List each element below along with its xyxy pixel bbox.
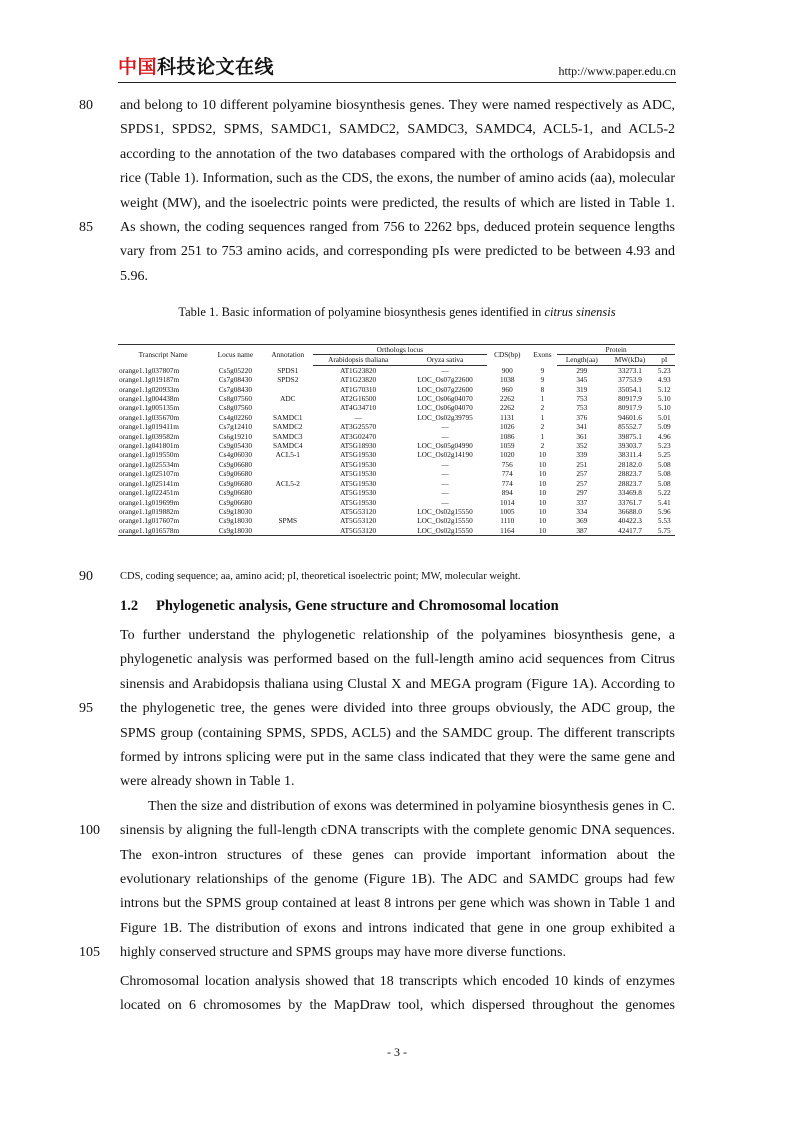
table-cell-locus: Cs4g06030: [218, 450, 252, 460]
table-cell-exons: 10: [538, 497, 547, 507]
table-cell-len: 753: [576, 403, 588, 413]
table-cell-len: 753: [576, 394, 588, 404]
table-cell-exons: 10: [538, 469, 547, 479]
table-cell-exons: 10: [538, 450, 547, 460]
text-line: SPDS1, SPDS2, SPMS, SAMDC1, SAMDC2, SAMDC3, SAMDC4, ACL5-1, and ACL5-2: [120, 122, 675, 138]
table-cell-osa: LOC_Os06g04070: [417, 403, 473, 413]
table-body: [118, 365, 675, 535]
section-number: 1.2: [120, 598, 139, 614]
table-cell-exons: 10: [538, 459, 547, 469]
table-cell-cds: 1026: [499, 422, 515, 432]
table-cell-ann: SPMS: [278, 516, 298, 526]
table-caption: [0, 305, 794, 320]
table-cell-cds: 1131: [500, 412, 515, 422]
line-number: 80: [79, 98, 93, 113]
table-cell-name: orange1.1g019699m: [119, 497, 180, 507]
table-cell-name: orange1.1g019882m: [119, 506, 180, 516]
line-number: 85: [79, 220, 93, 235]
table-cell-osa: —: [441, 478, 449, 488]
text-line: and belong to 10 different polyamine biosynthesis genes. They were named respectively as ADC,: [120, 98, 675, 113]
table-cell-mw: 85552.7: [618, 422, 642, 432]
table-footnote: CDS, coding sequence; aa, amino acid; pI, theoretical isoelectric point; MW, molecular weight.: [120, 571, 521, 582]
table-cell-name: orange1.1g039582m: [119, 431, 180, 441]
text-line: located on 6 chromosomes by the MapDraw tool, which dispersed throughout the genomes: [120, 998, 675, 1014]
table-cell-len: 337: [576, 497, 588, 507]
page-header: [118, 55, 676, 83]
table-cell-ann: SAMDC4: [272, 441, 303, 451]
table-cell-osa: LOC_Os02g14190: [417, 450, 473, 460]
table-cell-ann: [263, 460, 314, 469]
table-cell-osa: —: [441, 422, 449, 432]
journal-logo: [118, 55, 274, 79]
table-cell-name: orange1.1g004438m: [119, 394, 180, 404]
table-cell-cds: 1086: [499, 431, 515, 441]
table-cell-osa: LOC_Os02g15550: [417, 516, 473, 526]
table-cell-ann: ACL5-1: [275, 450, 300, 460]
table-cell-len: 299: [576, 365, 588, 375]
table-cell-osa: LOC_Os07g22600: [417, 384, 473, 394]
col-transcript: Transcript Name: [118, 345, 208, 366]
text-line: SPMS group (containing SPMS, SPDS, ACL5) and the SAMDC group. The different transcripts: [120, 725, 675, 741]
table-cell-cds: 960: [501, 384, 513, 394]
table-cell-mw: 35054.1: [618, 384, 642, 394]
table-cell-ath: AT3G25570: [340, 422, 377, 432]
table-cell-locus: Cs9g18030: [208, 526, 262, 536]
table-cell-exons: 9: [540, 365, 545, 375]
table-cell-pi: 5.23: [657, 441, 671, 451]
table-cell-ath: AT5G19530: [340, 459, 377, 469]
text-line: phylogenetic analysis was performed based on the full-length amino acid sequences from Citrus: [120, 652, 675, 668]
table-row: [118, 375, 675, 384]
table-cell-mw: 33273.1: [618, 365, 642, 375]
table-cell-ath: AT5G19530: [340, 450, 377, 460]
table-cell-ath: AT3G02470: [340, 431, 377, 441]
line-number: 105: [79, 945, 100, 961]
table-cell-cds: 1005: [499, 506, 515, 516]
table-cell-exons: 10: [538, 478, 547, 488]
col-orthologs: Orthologs locus: [313, 345, 487, 355]
line-number: 90: [79, 569, 93, 584]
table-cell-pi: 5.08: [657, 459, 671, 469]
table-row: [118, 413, 675, 422]
table-cell-locus: Cs9g06680: [218, 469, 252, 479]
table-cell-ath: AT1G23820: [340, 365, 377, 375]
table-cell-name: orange1.1g019550m: [119, 450, 180, 460]
table-cell-locus: Cs8g07560: [218, 394, 252, 404]
table-cell-ath: AT1G23820: [340, 375, 377, 385]
col-locus: Locus name: [208, 345, 262, 366]
table-cell-exons: 1: [540, 431, 545, 441]
text-line: formed by introns splicing were put in the same class indicated that they were the same gene and: [120, 750, 675, 765]
table-cell-name: orange1.1g025107m: [119, 469, 180, 479]
col-length: Length(aa): [557, 355, 606, 365]
table-cell-ath: AT5G53120: [340, 506, 377, 516]
text-line: the phylogenetic tree, the genes were divided into three groups obviously, the ADC group, the: [120, 701, 675, 717]
table-cell-name: orange1.1g019187m: [119, 375, 180, 385]
table-cell-locus: Cs6g19210: [218, 431, 252, 441]
table-cell-len: 352: [576, 441, 588, 451]
table-cell-osa: —: [441, 365, 449, 375]
table-cell-pi: 5.01: [657, 412, 671, 422]
table-row: [118, 403, 675, 412]
table-cell-name: orange1.1g035670m: [119, 412, 180, 422]
text-line: Figure 1B. The distribution of exons and introns indicated that gene in one group exhibited a: [120, 920, 675, 936]
table-row: [118, 365, 675, 375]
table-cell-ann: [263, 498, 314, 507]
table-cell-len: 257: [576, 469, 588, 479]
table-row: [118, 516, 675, 525]
text-line: were already shown in Table 1.: [120, 774, 295, 790]
table-cell-exons: 2: [540, 441, 545, 451]
table-cell-exons: 2: [540, 403, 545, 413]
table-cell-osa: —: [441, 497, 449, 507]
table-cell-cds: 1164: [487, 526, 528, 536]
table-cell-osa: LOC_Os02g39795: [417, 412, 473, 422]
table-cell-ath: AT1G70310: [340, 384, 377, 394]
col-oryza: Oryza sativa: [403, 355, 486, 365]
table-cell-mw: 28823.7: [618, 469, 642, 479]
text-line: As shown, the coding sequences ranged from 756 to 2262 bps, deduced protein sequence lengths: [120, 220, 675, 235]
table-row: [118, 432, 675, 441]
table-cell-pi: 5.41: [657, 497, 671, 507]
text-line: highly conserved structure and SPMS groups may have more diverse functions.: [120, 945, 566, 961]
table-cell-osa: LOC_Os06g04070: [417, 394, 473, 404]
table-cell-pi: 5.75: [654, 526, 676, 536]
text-line: introns but the SPMS group contained at least 8 introns per gene which was shown in Table 1 and: [120, 896, 675, 912]
table-cell-ath: AT2G16500: [340, 394, 377, 404]
table-cell-cds: 774: [501, 478, 513, 488]
table-cell-exons: 10: [538, 506, 547, 516]
table-cell-cds: 894: [501, 488, 513, 498]
table-cell-pi: 5.12: [657, 384, 671, 394]
table-cell-mw: 28182.0: [618, 459, 642, 469]
table-cell-len: 297: [576, 488, 588, 498]
table-cell-locus: Cs7g08430: [218, 384, 252, 394]
table-cell-ath: AT5G53120: [313, 526, 403, 536]
table-cell-ath: AT5G19530: [340, 488, 377, 498]
table-row: [118, 460, 675, 469]
text-line: vary from 251 to 753 amino acids, and corresponding pIs were predicted to be between 4.93 and: [120, 244, 675, 260]
table-cell-cds: 1014: [499, 497, 515, 507]
table-row: [118, 385, 675, 394]
table-row: [118, 526, 675, 536]
text-line: To further understand the phylogenetic relationship of the polyamines biosynthesis gene, a: [120, 628, 675, 643]
table-cell-locus: Cs4g02260: [218, 412, 252, 422]
text-line: sinensis by aligning the full-length cDNA transcripts with the complete genomic DNA sequences.: [120, 823, 675, 839]
table-cell-mw: 33469.8: [618, 488, 642, 498]
text-line: rice (Table 1). Information, such as the CDS, the exons, the number of amino acids (aa), molecular: [120, 171, 675, 187]
table-cell-len: 257: [576, 478, 588, 488]
table-cell-locus: Cs5g05220: [218, 365, 252, 375]
table-cell-locus: Cs9g18030: [218, 506, 252, 516]
table-cell-ann: [263, 469, 314, 478]
table-cell-pi: 5.22: [657, 488, 671, 498]
table-cell-pi: 5.10: [657, 394, 671, 404]
table-cell-mw: 42417.7: [607, 526, 654, 536]
text-line: evolutionary relationships of the genome (Figure 1B). The ADC and SAMDC groups had few: [120, 872, 675, 887]
table-cell-ann: SAMDC2: [272, 422, 303, 432]
text-line: Then the size and distribution of exons was determined in polyamine biosynthesis genes in C.: [148, 798, 675, 814]
table-cell-exons: 10: [538, 516, 547, 526]
table-cell-len: 361: [576, 431, 588, 441]
caption-italic: citrus sinensis: [544, 305, 616, 319]
table-cell-name: orange1.1g025534m: [119, 459, 180, 469]
table-cell-name: orange1.1g020933m: [119, 384, 180, 394]
table-cell-mw: 28823.7: [618, 478, 642, 488]
table-cell-osa: —: [441, 488, 449, 498]
text-line: according to the annotation of the two databases compared with the orthologs of Arabidopsis and: [120, 146, 675, 162]
table-cell-osa: LOC_Os02g15550: [403, 526, 486, 536]
col-pi: pI: [654, 355, 676, 365]
table-cell-pi: 5.08: [657, 478, 671, 488]
logo-red-text: 中国: [118, 56, 158, 78]
table-cell-locus: Cs9g05430: [218, 441, 252, 451]
table-cell-mw: 39303.7: [618, 441, 642, 451]
table-cell-len: 334: [576, 506, 588, 516]
table-cell-exons: 10: [538, 488, 547, 498]
table-cell-mw: 94601.6: [618, 412, 642, 422]
table-cell-locus: Cs9g18030: [218, 516, 252, 526]
table-cell-osa: —: [441, 459, 449, 469]
table-cell-ann: ADC: [280, 394, 296, 404]
table-cell-cds: 2262: [499, 403, 515, 413]
table-cell-locus: Cs9g06680: [218, 497, 252, 507]
table-cell-cds: 756: [501, 459, 513, 469]
table-cell-ann: SAMDC1: [272, 412, 303, 422]
table-cell-name: orange1.1g019411m: [119, 422, 179, 432]
table-cell-mw: 40422.3: [618, 516, 642, 526]
table-cell-exons: 2: [540, 422, 545, 432]
table-cell-pi: 5.25: [657, 450, 671, 460]
caption-text: Table 1. Basic information of polyamine biosynthesis genes identified in: [178, 305, 545, 319]
col-cds: CDS(bp): [487, 345, 528, 366]
section-heading: [120, 598, 559, 615]
table-row: [118, 479, 675, 488]
table-cell-ann: SPDS1: [277, 365, 299, 375]
table-row: [118, 422, 675, 431]
logo-black-text: 科技论文在线: [157, 56, 275, 78]
table-cell-mw: 38311.4: [618, 450, 642, 460]
table-cell-ann: [263, 526, 314, 536]
text-line: Chromosomal location analysis showed that 18 transcripts which encoded 10 kinds of enzymes: [120, 974, 675, 989]
table-cell-pi: 5.10: [657, 403, 671, 413]
table-row: [118, 498, 675, 507]
table-cell-name: orange1.1g016578m: [118, 526, 208, 536]
line-number: 95: [79, 701, 93, 717]
table-cell-pi: 4.93: [657, 375, 671, 385]
table-cell-mw: 80917.9: [618, 403, 642, 413]
text-line: sinensis and Arabidopsis thaliana using Clustal X and MEGA program (Figure 1A). According to: [120, 676, 675, 692]
table-cell-name: orange1.1g037807m: [119, 365, 180, 375]
table-cell-osa: —: [441, 431, 449, 441]
table-cell-locus: Cs9g06680: [218, 459, 252, 469]
table-cell-locus: Cs7g08430: [218, 375, 252, 385]
table-cell-locus: Cs9g06680: [218, 478, 252, 488]
table-cell-ann: [263, 507, 314, 516]
table-cell-name: orange1.1g017607m: [119, 516, 180, 526]
table-cell-cds: 900: [501, 365, 513, 375]
table-cell-name: orange1.1g025141m: [119, 478, 180, 488]
table-cell-ann: [263, 385, 314, 394]
gene-table: [118, 344, 675, 536]
table-cell-len: 345: [576, 375, 588, 385]
table-cell-ath: AT5G19530: [340, 497, 377, 507]
table-cell-len: 376: [576, 412, 588, 422]
table-cell-name: orange1.1g041801m: [119, 441, 180, 451]
table-cell-osa: LOC_Os07g22600: [417, 375, 473, 385]
table-cell-pi: 5.09: [657, 422, 671, 432]
table-row: [118, 469, 675, 478]
table-row: [118, 450, 675, 459]
table-cell-mw: 33761.7: [618, 497, 642, 507]
table-cell-len: 369: [576, 516, 588, 526]
table-cell-len: 319: [576, 384, 588, 394]
table-cell-exons: 1: [540, 412, 545, 422]
col-exons: Exons: [528, 345, 557, 366]
table-cell-pi: 5.08: [657, 469, 671, 479]
table-cell-ath: —: [354, 412, 362, 422]
table-cell-osa: —: [441, 469, 449, 479]
table-row: [118, 394, 675, 403]
text-line: 5.96.: [120, 268, 148, 284]
table-cell-len: 387: [557, 526, 606, 536]
table-cell-cds: 1020: [499, 450, 515, 460]
table-cell-exons: 10: [528, 526, 557, 536]
table-cell-len: 341: [576, 422, 588, 432]
table-cell-ath: AT5G18930: [340, 441, 377, 451]
table-cell-cds: 774: [501, 469, 513, 479]
table-cell-cds: 1110: [500, 516, 515, 526]
table-cell-cds: 1038: [499, 375, 515, 385]
table-row: [118, 488, 675, 497]
page-number: - 3 -: [387, 1045, 407, 1059]
col-arabidopsis: Arabidopsis thaliana: [313, 355, 403, 365]
table-cell-cds: 2262: [499, 394, 515, 404]
table-cell-mw: 37753.9: [618, 375, 642, 385]
table-cell-len: 251: [576, 459, 588, 469]
col-protein: Protein: [557, 345, 675, 355]
table-cell-pi: 5.53: [657, 516, 671, 526]
table-cell-exons: 1: [540, 394, 545, 404]
table-cell-osa: LOC_Os05g04990: [417, 441, 473, 451]
section-title: Phylogenetic analysis, Gene structure and Chromosomal location: [156, 598, 559, 614]
table-cell-pi: 5.23: [657, 365, 671, 375]
table-cell-ath: AT5G19530: [340, 478, 377, 488]
table-cell-ann: SAMDC3: [272, 431, 303, 441]
table-cell-cds: 1059: [499, 441, 515, 451]
text-line: weight (MW), and the isoelectric points were predicted, the results of which are listed in Table 1.: [120, 195, 675, 211]
table-cell-exons: 8: [540, 384, 545, 394]
table-cell-mw: 36688.0: [618, 506, 642, 516]
line-number: 100: [79, 823, 100, 839]
table-cell-ann: [263, 488, 314, 497]
table-cell-locus: Cs8g07560: [218, 403, 252, 413]
table-row: [118, 441, 675, 450]
table-cell-ann: SPDS2: [277, 375, 299, 385]
table-cell-mw: 80917.9: [618, 394, 642, 404]
table-cell-ath: AT5G53120: [340, 516, 377, 526]
table-cell-pi: 5.96: [657, 506, 671, 516]
table-cell-locus: Cs7g12410: [218, 422, 252, 432]
text-line: The exon-intron structures of these genes can provide important information about the: [120, 847, 675, 863]
table-cell-mw: 39875.1: [618, 431, 642, 441]
col-annotation: Annotation: [263, 345, 314, 366]
table-row: [118, 507, 675, 516]
table-cell-name: orange1.1g005135m: [119, 403, 180, 413]
table-cell-pi: 4.96: [657, 431, 671, 441]
table-cell-locus: Cs9g06680: [218, 488, 252, 498]
table-cell-osa: LOC_Os02g15550: [417, 506, 473, 516]
table-cell-ath: AT4G34710: [340, 403, 377, 413]
header-url[interactable]: http://www.paper.edu.cn: [558, 64, 676, 78]
col-mw: MW(kDa): [607, 355, 654, 365]
table-cell-ath: AT5G19530: [340, 469, 377, 479]
table-cell-ann: ACL5-2: [275, 478, 300, 488]
table-cell-exons: 9: [540, 375, 545, 385]
table-cell-ann: [263, 403, 314, 412]
table-cell-len: 339: [576, 450, 588, 460]
table-cell-name: orange1.1g022451m: [119, 488, 180, 498]
